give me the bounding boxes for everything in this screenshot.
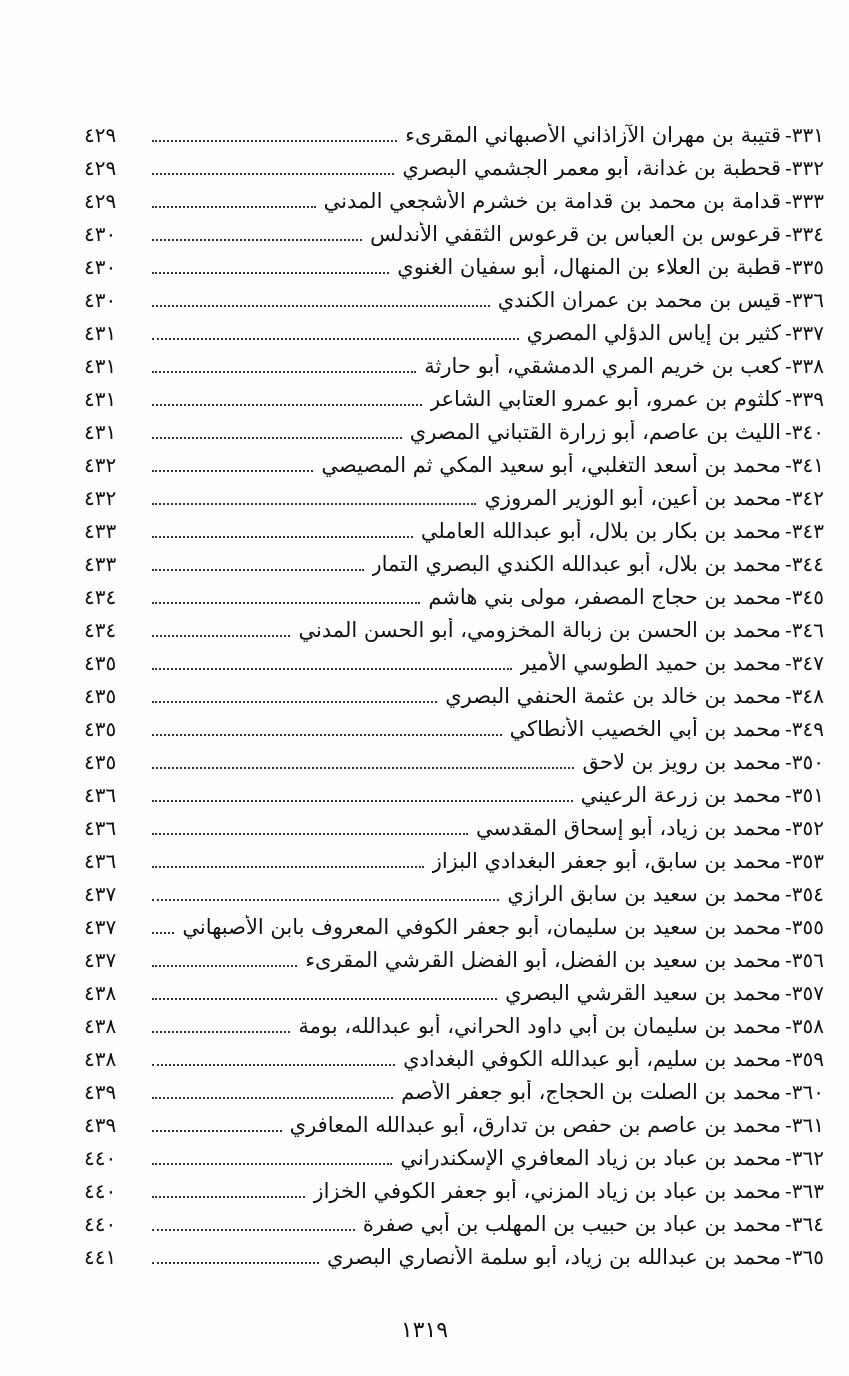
entry-dash: - bbox=[785, 254, 792, 279]
entry-page-number: ٤٣٨ bbox=[84, 980, 117, 1005]
dot-leader bbox=[152, 370, 416, 373]
entry-page-number: ٤٣١ bbox=[84, 353, 117, 378]
dot-leader bbox=[152, 1096, 393, 1099]
toc-entry bbox=[84, 547, 824, 580]
toc-entry bbox=[84, 1075, 824, 1108]
entry-number: ٣٣٢ bbox=[791, 155, 824, 180]
entry-page-number: ٤٣٤ bbox=[84, 617, 117, 642]
entry-page-number: ٤٣٧ bbox=[84, 947, 117, 972]
entry-page-number: ٤٣١ bbox=[84, 419, 117, 444]
entry-dash: - bbox=[785, 122, 792, 147]
entry-title: محمد بن خالد بن عثمة الحنفي البصري bbox=[445, 683, 781, 708]
entry-page-number: ٤٢٩ bbox=[84, 155, 117, 180]
entry-title: محمد بن حميد الطوسي الأمير bbox=[519, 650, 781, 675]
entry-number: ٣٤٩ bbox=[791, 716, 824, 741]
entry-dash: - bbox=[785, 1145, 792, 1170]
entry-number: ٣٣٩ bbox=[791, 386, 824, 411]
toc-entry bbox=[84, 448, 824, 481]
entry-dash: - bbox=[785, 782, 792, 807]
toc-entry bbox=[84, 1207, 824, 1240]
toc-entry bbox=[84, 1174, 824, 1207]
entry-dash: - bbox=[785, 848, 792, 873]
entry-title: محمد بن عباد بن حبيب بن المهلب بن أبي صفرة bbox=[362, 1211, 781, 1236]
toc-entry bbox=[84, 580, 824, 613]
entry-title: محمد بن زياد، أبو إسحاق المقدسي bbox=[475, 815, 781, 840]
entry-dash: - bbox=[785, 551, 792, 576]
entry-dash: - bbox=[785, 683, 792, 708]
dot-leader bbox=[152, 700, 437, 703]
dot-leader bbox=[152, 238, 362, 241]
entry-number: ٣٤٥ bbox=[791, 584, 824, 609]
entry-title: قرعوس بن العباس بن قرعوس الثقفي الأندلس bbox=[370, 221, 781, 246]
dot-leader bbox=[152, 931, 174, 934]
entry-number: ٣٦٠ bbox=[791, 1079, 824, 1104]
entry-dash: - bbox=[785, 650, 792, 675]
entry-title: محمد بن زرعة الرعيني bbox=[580, 782, 781, 807]
entry-title: قحطبة بن غدانة، أبو معمر الجشمي البصري bbox=[402, 155, 781, 180]
toc-entry bbox=[84, 1108, 824, 1141]
entry-number: ٣٤٦ bbox=[791, 617, 824, 642]
entry-dash: - bbox=[785, 815, 792, 840]
entry-page-number: ٤٤١ bbox=[84, 1244, 117, 1269]
dot-leader bbox=[152, 799, 573, 802]
toc-entry bbox=[84, 1240, 824, 1273]
entry-number: ٣٥٢ bbox=[791, 815, 824, 840]
toc-entry bbox=[84, 349, 824, 382]
entry-number: ٣٥٧ bbox=[791, 980, 824, 1005]
entry-number: ٣٥٩ bbox=[791, 1046, 824, 1071]
entry-page-number: ٤٣٠ bbox=[84, 287, 117, 312]
entry-page-number: ٤٣٠ bbox=[84, 221, 117, 246]
entry-dash: - bbox=[785, 1013, 792, 1038]
entry-dash: - bbox=[785, 617, 792, 642]
entry-dash: - bbox=[785, 980, 792, 1005]
toc-entry bbox=[84, 184, 824, 217]
entry-dash: - bbox=[785, 1211, 792, 1236]
page-number: ١٣١٩ bbox=[400, 1318, 449, 1343]
dot-leader bbox=[152, 964, 297, 967]
dot-leader bbox=[152, 832, 468, 835]
entry-number: ٣٥٦ bbox=[791, 947, 824, 972]
dot-leader bbox=[152, 898, 499, 901]
entry-title: الليث بن عاصم، أبو زرارة القتباني المصري bbox=[409, 419, 781, 444]
entry-title: محمد بن عبدالله بن زياد، أبو سلمة الأنصاري البصري bbox=[326, 1244, 781, 1269]
toc-entry bbox=[84, 1141, 824, 1174]
toc-entry bbox=[84, 778, 824, 811]
entry-title: محمد بن عباد بن زياد المزني، أبو جعفر الكوفي الخزاز bbox=[313, 1178, 781, 1203]
entry-dash: - bbox=[785, 419, 792, 444]
entry-number: ٣٣٧ bbox=[791, 320, 824, 345]
entry-number: ٣٣٦ bbox=[791, 287, 824, 312]
entry-number: ٣٤٢ bbox=[791, 485, 824, 510]
entry-title: قطبة بن العلاء بن المنهال، أبو سفيان الغنوي bbox=[397, 254, 781, 279]
entry-dash: - bbox=[785, 1244, 792, 1269]
entry-dash: - bbox=[785, 386, 792, 411]
entry-number: ٣٥٥ bbox=[791, 914, 824, 939]
entry-page-number: ٤٣٨ bbox=[84, 1013, 117, 1038]
dot-leader bbox=[152, 1129, 282, 1132]
entry-title: قتيبة بن مهران الآزاذاني الأصبهاني المقرىء bbox=[405, 122, 781, 147]
entry-page-number: ٤٣٦ bbox=[84, 848, 117, 873]
entry-page-number: ٤٣٥ bbox=[84, 716, 117, 741]
toc-entry bbox=[84, 613, 824, 646]
entry-page-number: ٤٣٨ bbox=[84, 1046, 117, 1071]
entry-number: ٣٤٠ bbox=[791, 419, 824, 444]
toc-entry bbox=[84, 514, 824, 547]
entry-title: كثير بن إياس الدؤلي المصري bbox=[526, 320, 781, 345]
entry-dash: - bbox=[785, 1178, 792, 1203]
entry-number: ٣٣٥ bbox=[791, 254, 824, 279]
entry-number: ٣٦٢ bbox=[791, 1145, 824, 1170]
entry-title: محمد بن سليمان بن أبي داود الحراني، أبو عبدالله، بومة bbox=[298, 1013, 781, 1038]
entry-page-number: ٤٣٤ bbox=[84, 584, 117, 609]
entry-page-number: ٤٣١ bbox=[84, 320, 117, 345]
toc-entry bbox=[84, 151, 824, 184]
entry-page-number: ٤٣٥ bbox=[84, 650, 117, 675]
entry-title: محمد بن سعيد بن سابق الرازي bbox=[507, 881, 781, 906]
entry-dash: - bbox=[785, 155, 792, 180]
entry-number: ٣٤١ bbox=[791, 452, 824, 477]
entry-dash: - bbox=[785, 188, 792, 213]
entry-title: محمد بن عاصم بن حفص بن تدارق، أبو عبدالله المعافري bbox=[289, 1112, 781, 1137]
entry-title: محمد بن سعيد بن الفضل، أبو الفضل القرشي المقرىء bbox=[305, 947, 781, 972]
toc-entry bbox=[84, 844, 824, 877]
dot-leader bbox=[152, 337, 519, 340]
entry-number: ٣٥٨ bbox=[791, 1013, 824, 1038]
dot-leader bbox=[152, 865, 424, 868]
toc-entry bbox=[84, 943, 824, 976]
entry-title: كعب بن خريم المري الدمشقي، أبو حارثة bbox=[424, 353, 781, 378]
dot-leader bbox=[152, 568, 364, 571]
dot-leader bbox=[152, 271, 389, 274]
dot-leader bbox=[152, 205, 316, 208]
dot-leader bbox=[152, 997, 497, 1000]
entry-title: محمد بن سابق، أبو جعفر البغدادي البزاز bbox=[431, 848, 781, 873]
dot-leader bbox=[152, 667, 512, 670]
toc-entry bbox=[84, 415, 824, 448]
entry-dash: - bbox=[785, 1112, 792, 1137]
entry-number: ٣٦٤ bbox=[791, 1211, 824, 1236]
toc-entry bbox=[84, 217, 824, 250]
dot-leader bbox=[152, 304, 490, 307]
dot-leader bbox=[152, 1063, 395, 1066]
entry-title: محمد بن سليم، أبو عبدالله الكوفي البغدادي bbox=[403, 1046, 781, 1071]
entry-dash: - bbox=[785, 1046, 792, 1071]
entry-number: ٣٥٠ bbox=[791, 749, 824, 774]
entry-page-number: ٤٣٥ bbox=[84, 749, 117, 774]
entry-page-number: ٤٣٩ bbox=[84, 1112, 117, 1137]
toc-entry bbox=[84, 910, 824, 943]
entry-title: محمد بن عباد بن زياد المعافري الإسكندراني bbox=[400, 1145, 781, 1170]
toc-entry bbox=[84, 283, 824, 316]
entry-number: ٣٣٨ bbox=[791, 353, 824, 378]
entry-number: ٣٥٣ bbox=[791, 848, 824, 873]
dot-leader bbox=[152, 733, 502, 736]
toc-entry bbox=[84, 250, 824, 283]
entry-number: ٣٦٥ bbox=[791, 1244, 824, 1269]
entry-title: كلثوم بن عمرو، أبو عمرو العتابي الشاعر bbox=[429, 386, 781, 411]
entry-title: محمد بن أسعد التغلبي، أبو سعيد المكي ثم المصيصي bbox=[321, 452, 781, 477]
toc-entry bbox=[84, 877, 824, 910]
entry-page-number: ٤٤٠ bbox=[84, 1178, 117, 1203]
entry-number: ٣٥٤ bbox=[791, 881, 824, 906]
entry-number: ٣٤٨ bbox=[791, 683, 824, 708]
entry-dash: - bbox=[785, 287, 792, 312]
entry-page-number: ٤٣٠ bbox=[84, 254, 117, 279]
entry-page-number: ٤٣٦ bbox=[84, 815, 117, 840]
entry-page-number: ٤٢٩ bbox=[84, 122, 117, 147]
dot-leader bbox=[152, 1030, 290, 1033]
entry-number: ٣٤٧ bbox=[791, 650, 824, 675]
entry-number: ٣٤٣ bbox=[791, 518, 824, 543]
entry-dash: - bbox=[785, 749, 792, 774]
entry-dash: - bbox=[785, 320, 792, 345]
entry-page-number: ٤٢٩ bbox=[84, 188, 117, 213]
entry-page-number: ٤٣٩ bbox=[84, 1079, 117, 1104]
entry-dash: - bbox=[785, 452, 792, 477]
entry-number: ٣٥١ bbox=[791, 782, 824, 807]
toc-entry bbox=[84, 1009, 824, 1042]
entry-dash: - bbox=[785, 914, 792, 939]
entry-title: محمد بن رويز بن لاحق bbox=[582, 749, 781, 774]
dot-leader bbox=[152, 1162, 392, 1165]
dot-leader bbox=[152, 469, 313, 472]
entry-page-number: ٤٣١ bbox=[84, 386, 117, 411]
entry-dash: - bbox=[785, 584, 792, 609]
entry-title: قيس بن محمد بن عمران الكندي bbox=[497, 287, 781, 312]
dot-leader bbox=[152, 1195, 305, 1198]
toc-entry bbox=[84, 712, 824, 745]
toc-entry bbox=[84, 679, 824, 712]
entry-number: ٣٣٣ bbox=[791, 188, 824, 213]
entry-page-number: ٤٣٣ bbox=[84, 518, 117, 543]
entry-page-number: ٤٣٧ bbox=[84, 881, 117, 906]
dot-leader bbox=[152, 1261, 319, 1264]
entry-title: محمد بن بكار بن بلال، أبو عبدالله العاملي bbox=[420, 518, 781, 543]
toc-entry bbox=[84, 976, 824, 1009]
dot-leader bbox=[152, 1228, 355, 1231]
entry-dash: - bbox=[785, 485, 792, 510]
entry-dash: - bbox=[785, 881, 792, 906]
entry-title: محمد بن حجاج المصفر، مولى بني هاشم bbox=[428, 584, 781, 609]
entry-title: محمد بن بلال، أبو عبدالله الكندي البصري التمار bbox=[371, 551, 781, 576]
entry-dash: - bbox=[785, 221, 792, 246]
dot-leader bbox=[152, 766, 574, 769]
entry-title: محمد بن سعيد القرشي البصري bbox=[505, 980, 781, 1005]
entry-page-number: ٤٣٥ bbox=[84, 683, 117, 708]
dot-leader bbox=[152, 502, 476, 505]
entry-title: محمد بن أبي الخصيب الأنطاكي bbox=[509, 716, 781, 741]
entry-title: محمد بن أعين، أبو الوزير المروزي bbox=[484, 485, 781, 510]
entry-page-number: ٤٤٠ bbox=[84, 1211, 117, 1236]
table-of-contents bbox=[84, 118, 824, 1273]
dot-leader bbox=[152, 535, 413, 538]
entry-number: ٣٣٤ bbox=[791, 221, 824, 246]
entry-number: ٣٦٣ bbox=[791, 1178, 824, 1203]
toc-entry bbox=[84, 811, 824, 844]
entry-number: ٣٦١ bbox=[791, 1112, 824, 1137]
toc-entry bbox=[84, 745, 824, 778]
dot-leader bbox=[152, 139, 397, 142]
dot-leader bbox=[152, 172, 394, 175]
dot-leader bbox=[152, 436, 402, 439]
entry-number: ٣٣١ bbox=[791, 122, 824, 147]
entry-title: محمد بن سعيد بن سليمان، أبو جعفر الكوفي المعروف بابن الأصبهاني bbox=[182, 914, 781, 939]
dot-leader bbox=[152, 601, 420, 604]
entry-number: ٣٤٤ bbox=[791, 551, 824, 576]
dot-leader bbox=[152, 634, 290, 637]
entry-page-number: ٤٣٦ bbox=[84, 782, 117, 807]
toc-entry bbox=[84, 481, 824, 514]
entry-page-number: ٤٤٠ bbox=[84, 1145, 117, 1170]
toc-entry bbox=[84, 316, 824, 349]
entry-dash: - bbox=[785, 353, 792, 378]
entry-page-number: ٤٣٧ bbox=[84, 914, 117, 939]
entry-dash: - bbox=[785, 716, 792, 741]
entry-page-number: ٤٣٢ bbox=[84, 485, 117, 510]
toc-entry bbox=[84, 646, 824, 679]
entry-title: قدامة بن محمد بن قدامة بن خشرم الأشجعي المدني bbox=[323, 188, 781, 213]
entry-dash: - bbox=[785, 518, 792, 543]
entry-title: محمد بن الحسن بن زبالة المخزومي، أبو الحسن المدني bbox=[298, 617, 781, 642]
dot-leader bbox=[152, 403, 422, 406]
entry-dash: - bbox=[785, 1079, 792, 1104]
toc-entry bbox=[84, 382, 824, 415]
entry-title: محمد بن الصلت بن الحجاج، أبو جعفر الأصم bbox=[401, 1079, 781, 1104]
toc-entry bbox=[84, 1042, 824, 1075]
toc-entry bbox=[84, 118, 824, 151]
entry-page-number: ٤٣٢ bbox=[84, 452, 117, 477]
entry-dash: - bbox=[785, 947, 792, 972]
entry-page-number: ٤٣٣ bbox=[84, 551, 117, 576]
